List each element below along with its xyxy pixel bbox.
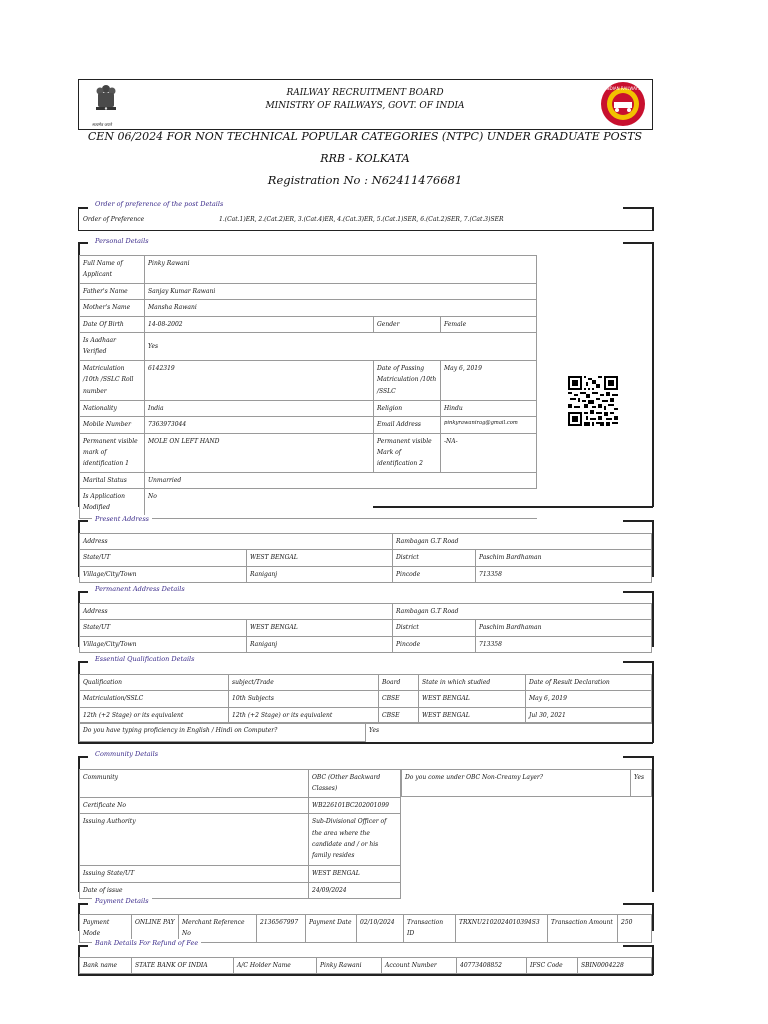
- label: Transaction Amount: [548, 915, 618, 943]
- cell: Matriculation/SSLC: [80, 691, 229, 707]
- bank-title: Bank Details For Refund of Fee: [92, 939, 201, 947]
- ministry-name: MINISTRY OF RAILWAYS, GOVT. OF INDIA: [265, 101, 465, 111]
- rule: [78, 242, 88, 244]
- rule: [652, 903, 654, 931]
- matric-value: 6142319: [145, 360, 374, 400]
- payment-mode-value: ONLINE PAY: [132, 915, 179, 943]
- label: Father's Name: [80, 283, 145, 299]
- present-address-title: Present Address: [92, 515, 152, 523]
- board-header: Board: [379, 675, 419, 691]
- mark1-value: MOLE ON LEFT HAND: [145, 433, 374, 472]
- full-name-value: Pinky Rawani: [145, 256, 537, 284]
- label: Is Aadhaar Verified: [80, 332, 145, 360]
- rule: [623, 756, 653, 758]
- rule: [78, 756, 88, 758]
- state-header: State in which studied: [419, 675, 526, 691]
- label: Address: [80, 534, 393, 550]
- cell: CBSE: [379, 707, 419, 723]
- label: State/UT: [80, 620, 247, 636]
- permanent-address-title: Permanent Address Details: [92, 585, 188, 593]
- label: Marital Status: [80, 472, 145, 488]
- preference-title: Order of preference of the post Details: [92, 200, 226, 208]
- label: Payment Date: [306, 915, 357, 943]
- label: District: [393, 550, 476, 566]
- community-table-right: [401, 769, 652, 797]
- label: Certificate No: [80, 797, 309, 813]
- present-address-table: [79, 533, 652, 583]
- ifsc-value: SBIN0004228: [578, 958, 652, 974]
- present-village-value: Raniganj: [247, 566, 393, 582]
- label: Date Of Birth: [80, 316, 145, 332]
- marital-value: Unmarried: [145, 472, 537, 488]
- cell: 12th (+2 Stage) or its equivalent: [229, 707, 379, 723]
- cell: 10th Subjects: [229, 691, 379, 707]
- cell: Jul 30, 2021: [526, 707, 652, 723]
- rule: [652, 520, 654, 577]
- mother-value: Mansha Rawani: [145, 300, 537, 316]
- issuing-state-value: WEST BENGAL: [309, 866, 401, 882]
- label: Issuing Authority: [80, 814, 309, 866]
- cell: May 6, 2019: [526, 691, 652, 707]
- permanent-address-table: [79, 603, 652, 653]
- indian-railways-logo-icon: [598, 81, 648, 127]
- cen-title: CEN 06/2024 FOR NON TECHNICAL POPULAR CATEGORIES (NTPC) UNDER GRADUATE POSTS: [87, 130, 643, 143]
- label: A/C Holder Name: [234, 958, 317, 974]
- aadhaar-value: Yes: [145, 332, 537, 360]
- rule: [652, 591, 654, 647]
- rule: [78, 591, 88, 593]
- present-pincode-value: 713358: [476, 566, 652, 582]
- rule: [652, 661, 654, 743]
- rrb-name: RRB - KOLKATA: [320, 152, 410, 165]
- label: Full Name of Applicant: [80, 256, 145, 284]
- rule: [623, 591, 653, 593]
- label: Address: [80, 604, 393, 620]
- mark2-value: -NA-: [441, 433, 537, 472]
- logo-text: INDIAN RAILWAYS: [605, 86, 641, 91]
- community-value: OBC (Other Backward Classes): [309, 770, 401, 798]
- present-district-value: Paschim Bardhaman: [476, 550, 652, 566]
- rule: [623, 207, 653, 209]
- permanent-district-value: Paschim Bardhaman: [476, 620, 652, 636]
- modified-value: No: [145, 489, 537, 519]
- qualification-header: Qualification: [80, 675, 229, 691]
- cell: CBSE: [379, 691, 419, 707]
- label: Payment Mode: [80, 915, 132, 943]
- label: Pincode: [393, 566, 476, 582]
- label: Community: [80, 770, 309, 798]
- cell: WEST BENGAL: [419, 707, 526, 723]
- label: District: [393, 620, 476, 636]
- cell: WEST BENGAL: [419, 691, 526, 707]
- amount-value: 250: [618, 915, 652, 943]
- label: Mobile Number: [80, 417, 145, 433]
- preference-label: Order of Preference: [83, 216, 145, 223]
- rule: [652, 756, 654, 892]
- label: Nationality: [80, 400, 145, 416]
- label: Date of issue: [80, 882, 309, 898]
- label: Issuing State/UT: [80, 866, 309, 882]
- label: Village/City/Town: [80, 636, 247, 652]
- present-address-value: Rambagan G.T Road: [393, 534, 652, 550]
- label: Gender: [374, 316, 441, 332]
- rule: [652, 242, 654, 507]
- typing-table: [79, 722, 652, 742]
- subject-header: subject/Trade: [229, 675, 379, 691]
- qualification-table: [79, 674, 652, 724]
- dob-value: 14-08-2002: [145, 316, 374, 332]
- label: Account Number: [382, 958, 457, 974]
- date-header: Date of Result Declaration: [526, 675, 652, 691]
- preference-value: 1.(Cat.1)ER, 2.(Cat.2)ER, 3.(Cat.4)ER, 4.(Cat.3)ER, 5.(Cat.1)SER, 6.(Cat.2)SER, 7.(Cat.3)SER: [219, 216, 504, 223]
- typing-label: Do you have typing proficiency in English / Hindi on Computer?: [80, 723, 366, 742]
- label: Bank name: [80, 958, 132, 974]
- rule: [78, 742, 653, 744]
- table-row: [80, 691, 652, 707]
- authority-value: Sub-Divisional Officer of the area where the candidate and / or his family resides: [309, 814, 401, 866]
- label: Mother's Name: [80, 300, 145, 316]
- reference-value: 2136567997: [257, 915, 306, 943]
- creamy-value: Yes: [631, 770, 652, 797]
- label: Email Address: [374, 417, 441, 433]
- gender-value: Female: [441, 316, 537, 332]
- transaction-id-value: TRXNU2102024010394S3: [456, 915, 548, 943]
- payment-title: Payment Details: [92, 897, 152, 905]
- permanent-village-value: Raniganj: [247, 636, 393, 652]
- bank-name-value: STATE BANK OF INDIA: [132, 958, 234, 974]
- label: Religion: [374, 400, 441, 416]
- label: State/UT: [80, 550, 247, 566]
- email-value: pinkyrawanirag@gmail.com: [441, 417, 537, 433]
- rule: [78, 903, 88, 905]
- permanent-state-value: WEST BENGAL: [247, 620, 393, 636]
- holder-value: Pinky Rawani: [317, 958, 382, 974]
- religion-value: Hindu: [441, 400, 537, 416]
- rule: [78, 945, 88, 947]
- qualification-title: Essential Qualification Details: [92, 655, 197, 663]
- registration-number: Registration No : N62411476681: [267, 173, 463, 187]
- label: Transaction ID: [404, 915, 456, 943]
- mobile-value: 7363973044: [145, 417, 374, 433]
- board-name: RAILWAY RECRUITMENT BOARD: [286, 88, 444, 98]
- qr-code-icon: [568, 376, 618, 426]
- label: Pincode: [393, 636, 476, 652]
- label: Do you come under OBC Non-Creamy Layer?: [402, 770, 631, 797]
- rule: [623, 520, 653, 522]
- father-value: Sanjay Kumar Rawani: [145, 283, 537, 299]
- personal-table: [79, 255, 537, 519]
- label: Date of Passing Matriculation /10th /SSLC: [374, 360, 441, 400]
- rule: [78, 661, 88, 663]
- permanent-address-value: Rambagan G.T Road: [393, 604, 652, 620]
- payment-date-value: 02/10/2024: [357, 915, 404, 943]
- label: IFSC Code: [527, 958, 578, 974]
- rule: [623, 661, 653, 663]
- community-table-left: [79, 769, 401, 899]
- rule: [623, 242, 653, 244]
- community-title: Community Details: [92, 750, 161, 758]
- label: Permanent visible mark of identification 1: [80, 433, 145, 472]
- bank-table: [79, 957, 652, 974]
- certificate-value: WB226101BC202001099: [309, 797, 401, 813]
- account-value: 40773408852: [457, 958, 527, 974]
- rule: [623, 945, 653, 947]
- rule: [652, 945, 654, 975]
- issue-date-value: 24/09/2024: [309, 882, 401, 898]
- passing-value: May 6, 2019: [441, 360, 537, 400]
- rule: [623, 903, 653, 905]
- label: Merchant Reference No: [179, 915, 257, 943]
- label: Is Application Modified: [80, 489, 145, 519]
- nationality-value: India: [145, 400, 374, 416]
- permanent-pincode-value: 713358: [476, 636, 652, 652]
- rule: [652, 207, 654, 231]
- cell: 12th (+2 Stage) or its equivalent: [80, 707, 229, 723]
- label: Matriculation /10th /SSLC Roll number: [80, 360, 145, 400]
- label: Village/City/Town: [80, 566, 247, 582]
- rule: [78, 207, 88, 209]
- personal-title: Personal Details: [92, 237, 152, 245]
- present-state-value: WEST BENGAL: [247, 550, 393, 566]
- label: Permanent visible Mark of identification 2: [374, 433, 441, 472]
- emblem-caption: सत्यमेव जयते: [92, 122, 112, 127]
- rule: [78, 520, 88, 522]
- typing-value: Yes: [366, 723, 653, 742]
